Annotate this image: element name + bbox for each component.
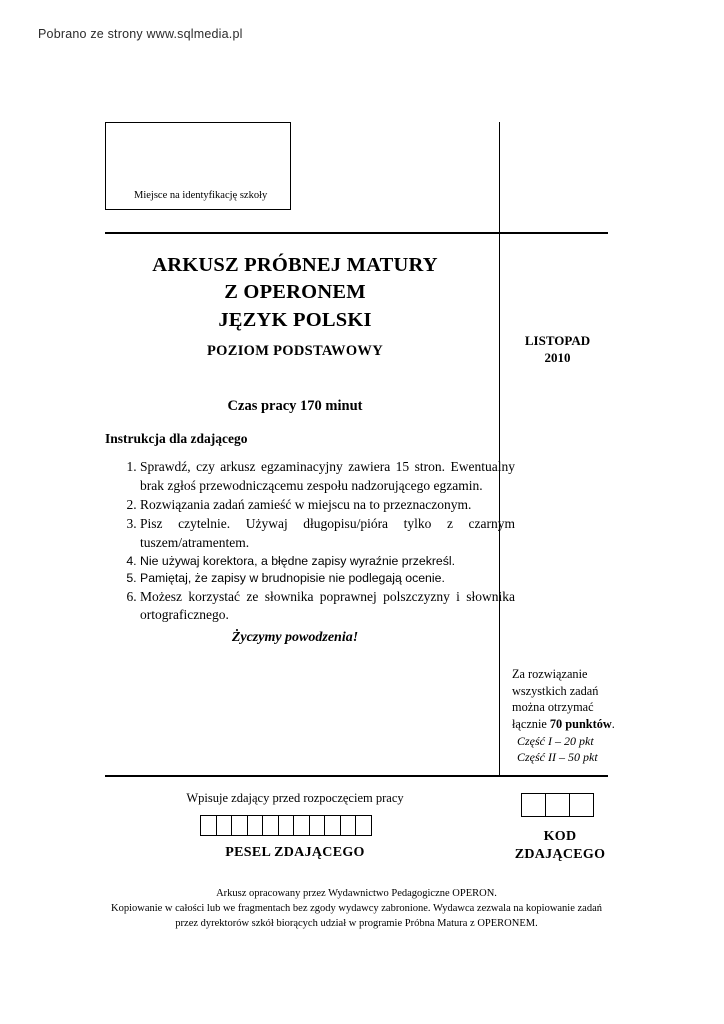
instruction-item: 2. Rozwiązania zadań zamieść w miejscu na to przeznaczonym. [140,496,515,515]
points-line-3: można otrzymać [512,700,594,715]
exam-date [505,333,610,367]
vertical-divider [499,122,500,776]
exam-title [105,252,485,334]
instruction-item: 5. Pamiętaj, że zapisy w brudnopisie nie podlegają ocenie. [140,570,515,587]
pesel-cell[interactable] [309,815,326,836]
pesel-input-grid[interactable] [200,815,371,836]
page-footer [105,886,608,932]
kod-cell[interactable] [545,793,570,817]
points-total-line [512,716,622,733]
points-total-suffix: . [611,717,615,732]
kod-label-line-2: ZDAJĄCEGO [514,847,606,863]
pesel-cell[interactable] [278,815,295,836]
instruction-item: 1. Sprawdź, czy arkusz egzaminacyjny zawiera 15 stron. Ewentualny brak zgłoś przewodniczącemu zespołu nadzorującego egzamin. [140,458,515,495]
exam-year: 2010 [544,349,571,365]
kod-input-grid[interactable] [521,793,593,817]
kod-label [500,828,620,865]
horizontal-divider-bottom [105,775,608,777]
exam-month: LISTOPAD [524,333,591,348]
points-information [512,666,622,766]
footer-line-2: Kopiowanie w całości lub we fragmentach bez zgody wydawcy zabronione. Wydawca zezwala na kopiowanie zadań [110,903,602,915]
school-identification-label: Miejsce na identyfikację szkoły [134,190,268,201]
points-part-2: Część II – 50 pkt [517,750,598,765]
pesel-cell[interactable] [231,815,248,836]
points-total-value: 70 punktów [549,717,612,732]
pesel-cell[interactable] [200,815,217,836]
instructions-list [118,458,515,625]
pesel-cell[interactable] [216,815,233,836]
instructions-heading: Instrukcja dla zdającego [105,431,248,446]
footer-line-1: Arkusz opracowany przez Wydawnictwo Pedagogiczne OPERON. [216,888,497,899]
points-line-2: wszystkich zadań [512,683,599,698]
instruction-item: 6. Możesz korzystać ze słownika poprawnej polszczyzny i słownika ortograficznego. [140,588,515,625]
good-luck-text: Życzymy powodzenia! [231,630,359,645]
kod-cell[interactable] [569,793,594,817]
horizontal-divider-top [105,232,608,234]
pesel-label: PESEL ZDAJĄCEGO [225,845,365,860]
instruction-item: 4. Nie używaj korektora, a błędne zapisy wyraźnie przekreśl. [140,553,515,570]
points-line-1: Za rozwiązanie [512,667,588,681]
points-total-prefix: łącznie [512,717,550,732]
pesel-cell[interactable] [262,815,279,836]
title-line-1: ARKUSZ PRÓBNEJ MATURY [152,254,438,276]
points-part-1: Część I – 20 pkt [517,733,594,748]
exam-work-time: Czas pracy 170 minut [227,398,363,414]
school-identification-box [105,122,291,210]
kod-label-line-1: KOD [543,829,577,844]
title-line-3: JĘZYK POLSKI [218,308,372,331]
exam-level: POZIOM PODSTAWOWY [206,343,384,359]
footer-line-3: przez dyrektorów szkół biorących udział w programie Próbna Matura z OPERONEM. [175,918,538,930]
pesel-caption: Wpisuje zdający przed rozpoczęciem pracy [186,791,404,805]
pesel-cell[interactable] [340,815,357,836]
pesel-cell[interactable] [293,815,310,836]
pesel-cell[interactable] [324,815,341,836]
kod-cell[interactable] [521,793,546,817]
watermark-text: Pobrano ze strony www.sqlmedia.pl [38,27,243,41]
pesel-cell[interactable] [355,815,372,836]
title-line-2: Z OPERONEM [224,281,366,304]
instruction-item: 3. Pisz czytelnie. Używaj długopisu/pióra tylko z czarnym tuszem/atramentem. [140,515,515,552]
pesel-cell[interactable] [247,815,264,836]
